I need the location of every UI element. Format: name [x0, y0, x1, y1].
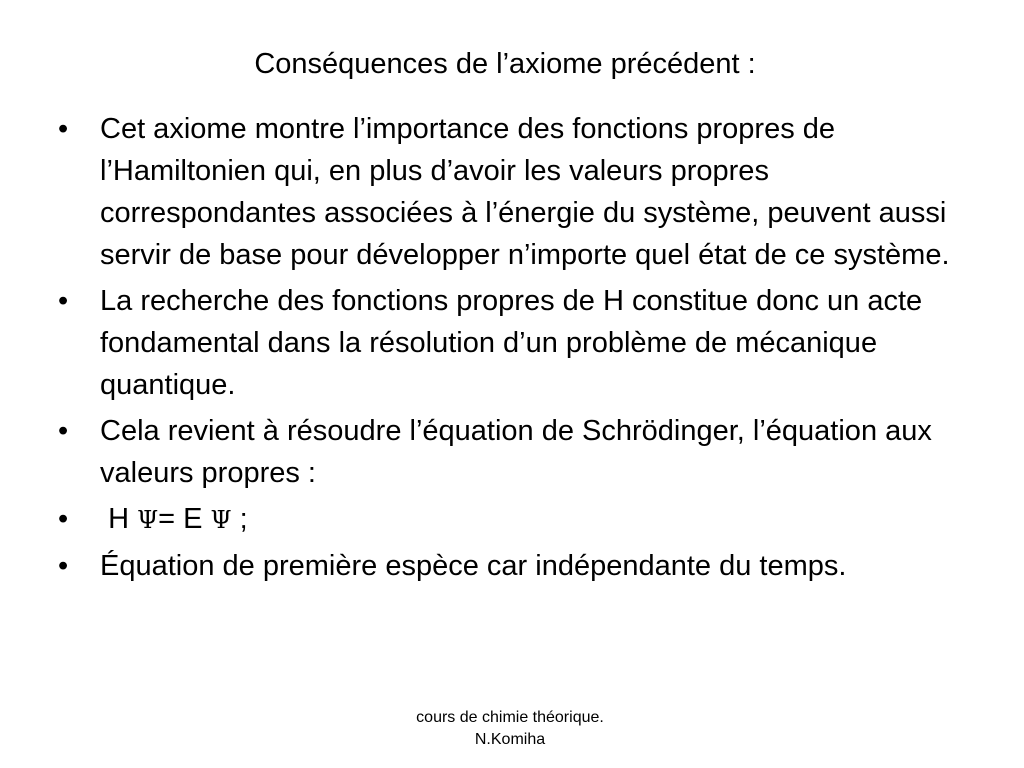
equation-item: [56, 498, 986, 541]
equation-h: H: [108, 503, 130, 535]
bullet-text: Cela revient à résoudre l’équation de Schrödinger, l’équation aux valeurs propres :: [100, 415, 932, 489]
bullet-icon: •: [58, 285, 69, 317]
bullet-item: [56, 108, 986, 276]
footer: [360, 707, 660, 751]
slide-title: Conséquences de l’axiome précédent :: [254, 48, 756, 80]
equation: [100, 503, 248, 535]
equation-end: ;: [239, 503, 248, 535]
bullet-text: La recherche des fonctions propres de H constitue donc un acte fondamental dans la résolution d’un problème de mécanique quantique.: [100, 285, 923, 401]
bullet-text: Équation de première espèce car indépendante du temps.: [100, 550, 847, 582]
footer-author: N.Komiha: [474, 731, 546, 748]
bullet-icon: •: [58, 415, 69, 447]
bullet-item: [56, 545, 986, 587]
bullet-list: [56, 108, 986, 591]
footer-course: cours de chimie théorique.: [416, 709, 604, 726]
equation-equals-e: = E: [158, 503, 203, 535]
bullet-icon: •: [58, 113, 69, 145]
psi-symbol: Ψ: [137, 506, 159, 534]
psi-symbol: Ψ: [210, 506, 232, 534]
bullet-text: Cet axiome montre l’importance des fonctions propres de l’Hamiltonien qui, en plus d’avoir les valeurs propres correspondantes associées à l’énergie du système, peuvent aussi servir de base pour développer n’importe quel état de ce système.: [100, 113, 950, 271]
bullet-icon: •: [58, 550, 69, 582]
bullet-icon: •: [58, 503, 69, 535]
bullet-item: [56, 280, 986, 406]
bullet-item: [56, 410, 986, 494]
